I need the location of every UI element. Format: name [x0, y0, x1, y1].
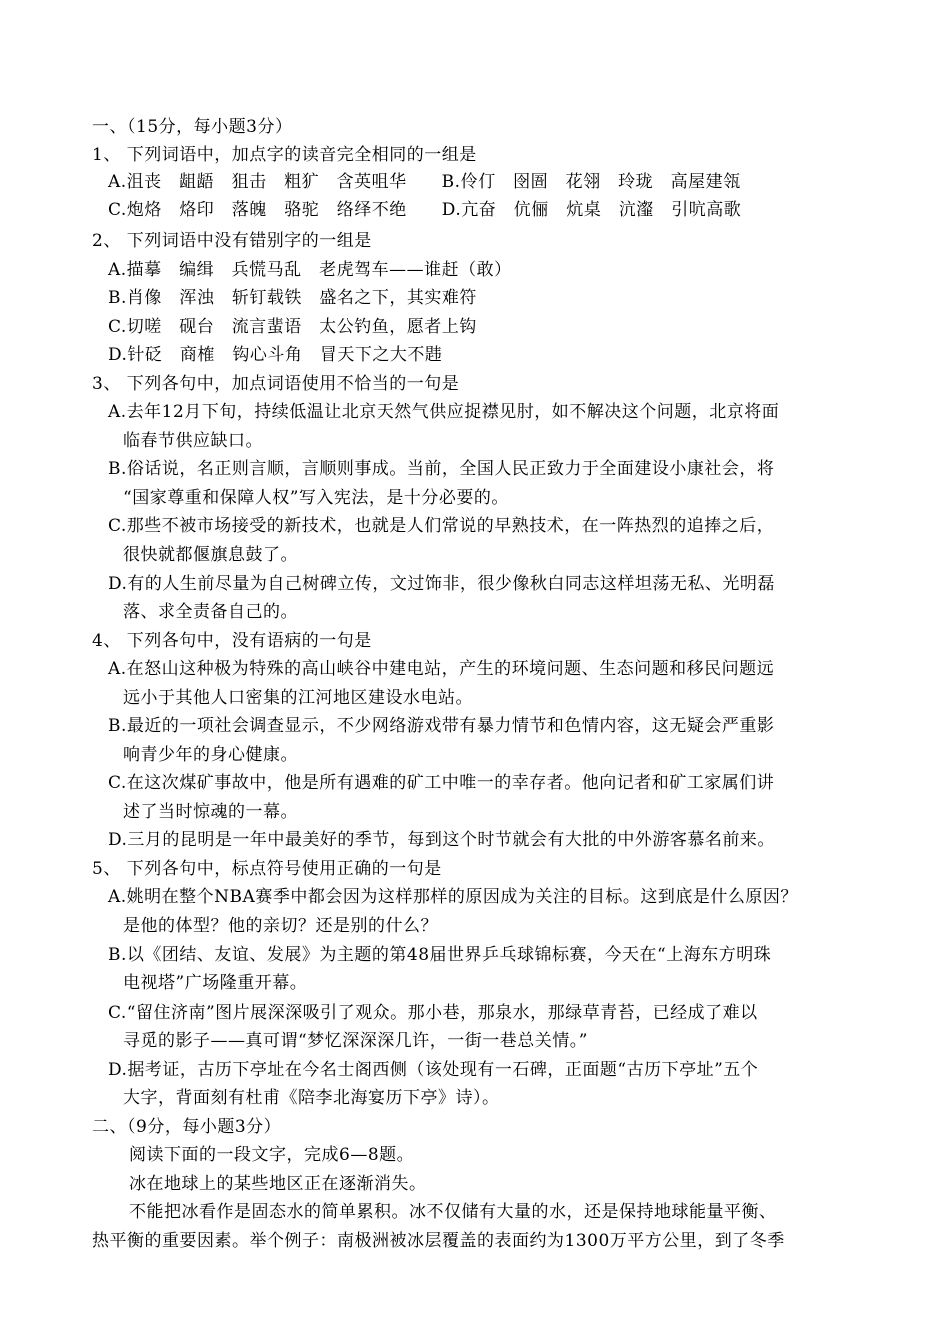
- section-heading-2: 二、（9分，每小题3分）: [92, 1117, 282, 1137]
- question-4-option-c-cont: 述了当时惊魂的一幕。: [123, 802, 298, 822]
- question-5-option-a-cont: 是他的体型？他的亲切？还是别的什么？: [123, 916, 438, 936]
- question-2-option-d: D.针砭 商榷 钩心斗角 冒天下之大不韪: [108, 345, 443, 365]
- question-5-option-c-cont: 寻觅的影子——真可谓“梦忆深深深几许，一街一巷总关情。”: [123, 1031, 588, 1051]
- question-4-option-b-cont: 响青少年的身心健康。: [123, 745, 298, 765]
- question-3-option-d-cont: 落、求全责备自己的。: [123, 602, 298, 622]
- question-3-option-b-cont: “国家尊重和保障人权”写入宪法，是十分必要的。: [123, 488, 509, 508]
- question-4-option-c: C.在这次煤矿事故中，他是所有遇难的矿工中唯一的幸存者。他向记者和矿工家属们讲: [108, 773, 775, 793]
- question-3-option-a-cont: 临春节供应缺口。: [123, 431, 263, 451]
- question-1-stem: 1、 下列词语中，加点字的读音完全相同的一组是: [92, 145, 477, 165]
- section-heading-1: 一、（15分，每小题3分）: [92, 117, 293, 137]
- passage-title: 冰在地球上的某些地区正在逐渐消失。: [129, 1174, 427, 1194]
- passage-paragraph-1-cont: 热平衡的重要因素。举个例子：南极洲被冰层覆盖的表面约为1300万平方公里，到了冬季: [92, 1231, 785, 1251]
- question-4-option-a: A.在怒山这种极为特殊的高山峡谷中建电站，产生的环境问题、生态问题和移民问题远: [108, 659, 775, 679]
- question-5-option-a: A.姚明在整个NBA赛季中都会因为这样那样的原因成为关注的目标。这到底是什么原因？: [108, 887, 798, 907]
- question-3-option-c: C.那些不被市场接受的新技术，也就是人们常说的早熟技术，在一阵热烈的追捧之后，: [108, 516, 775, 536]
- question-2-stem: 2、 下列词语中没有错别字的一组是: [92, 231, 372, 251]
- question-5-option-d-cont: 大字，背面刻有杜甫《陪李北海宴历下亭》诗）。: [123, 1088, 500, 1108]
- question-1-options-cd: C.炮烙 烙印 落魄 骆驼 络绎不绝 D.亢奋 伉俪 炕桌 沆瀣 引吭高歌: [108, 200, 742, 220]
- question-4-stem: 4、 下列各句中，没有语病的一句是: [92, 631, 372, 651]
- question-2-option-b: B.肖像 浑浊 斩钉载铁 盛名之下，其实难符: [108, 288, 477, 308]
- reading-instruction: 阅读下面的一段文字，完成6—8题。: [129, 1145, 415, 1165]
- question-3-option-d: D.有的人生前尽量为自己树碑立传，文过饰非，很少像秋白同志这样坦荡无私、光明磊: [108, 574, 775, 594]
- question-5-option-d: D.据考证，古历下亭址在今名士阁西侧（该处现有一石碑，正面题“古历下亭址”五个: [108, 1060, 759, 1080]
- question-4-option-b: B.最近的一项社会调查显示，不少网络游戏带有暴力情节和色情内容，这无疑会严重影: [108, 716, 775, 736]
- question-5-stem: 5、 下列各句中，标点符号使用正确的一句是: [92, 859, 442, 879]
- question-4-option-a-cont: 远小于其他人口密集的江河地区建设水电站。: [123, 688, 473, 708]
- question-3-option-c-cont: 很快就都偃旗息鼓了。: [123, 545, 298, 565]
- question-3-stem: 3、 下列各句中，加点词语使用不恰当的一句是: [92, 374, 460, 394]
- question-2-option-c: C.切嗟 砚台 流言蜚语 太公钓鱼，愿者上钩: [108, 317, 477, 337]
- question-5-option-b-cont: 电视塔”广场隆重开幕。: [123, 973, 308, 993]
- question-1-options-ab: A.沮丧 龃龉 狙击 粗犷 含英咀华 B.伶仃 囹圄 花翎 玲珑 高屋建瓴: [108, 172, 741, 192]
- question-5-option-c: C.“留住济南”图片展深深吸引了观众。那小巷，那泉水，那绿草青苔，已经成了难以: [108, 1003, 758, 1023]
- passage-paragraph-1: 不能把冰看作是固态水的简单累积。冰不仅储有大量的水，还是保持地球能量平衡、: [129, 1202, 777, 1222]
- question-2-option-a: A.描摹 编缉 兵慌马乱 老虎驾车——谁赶（敢）: [108, 260, 512, 280]
- question-5-option-b: B.以《团结、友谊、发展》为主题的第48届世界乒乓球锦标赛，今天在“上海东方明珠: [108, 945, 772, 965]
- question-3-option-b: B.俗话说，名正则言顺，言顺则事成。当前，全国人民正致力于全面建设小康社会，将: [108, 459, 775, 479]
- question-4-option-d: D.三月的昆明是一年中最美好的季节，每到这个时节就会有大批的中外游客慕名前来。: [108, 830, 775, 850]
- question-3-option-a: A.去年12月下旬，持续低温让北京天然气供应捉襟见肘，如不解决这个问题，北京将面: [108, 402, 780, 422]
